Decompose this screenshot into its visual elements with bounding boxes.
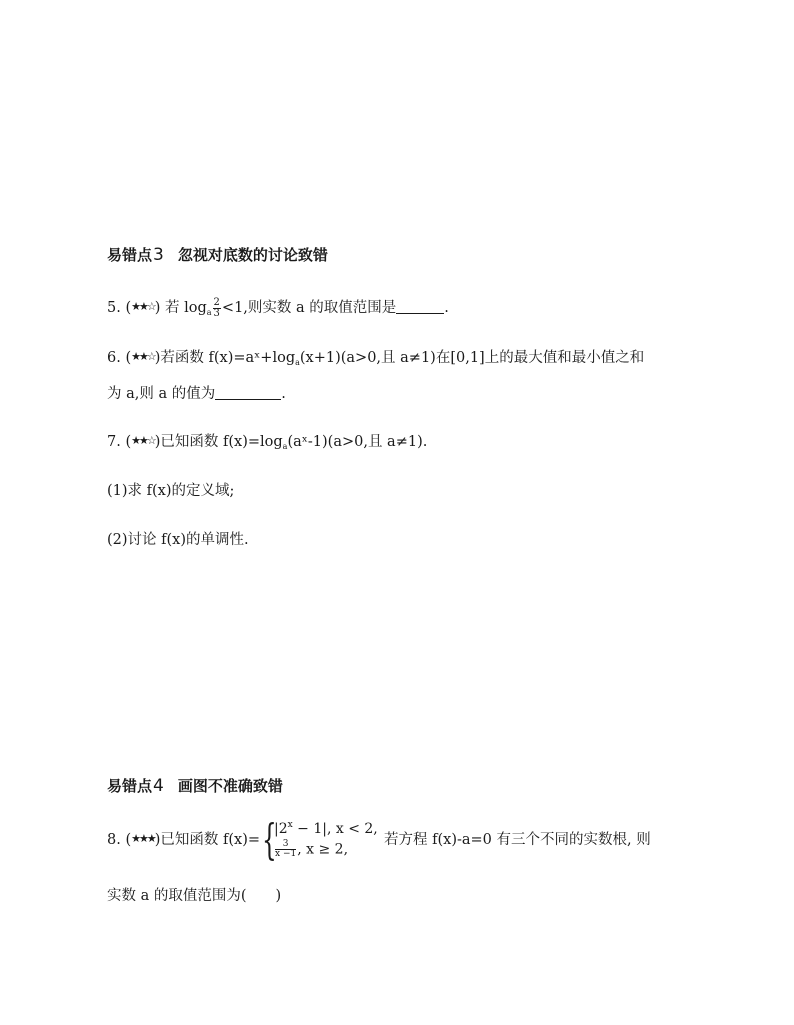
difficulty-stars: ★★☆	[131, 350, 155, 363]
answer-blank[interactable]	[215, 385, 281, 400]
answer-blank[interactable]	[396, 299, 444, 314]
question-number: 7.	[107, 434, 121, 450]
piecewise-function	[262, 815, 382, 864]
question-text: 若函数 f(x)=aˣ+log	[160, 350, 296, 366]
section-heading-3	[107, 244, 328, 265]
brace: {	[262, 815, 277, 864]
section-title: 画图不准确致错	[177, 777, 283, 795]
question-text: (x+1)(a>0,且 a≠1)在[0,1]上的最大值和最小值之和	[299, 350, 645, 366]
question-8: 8. (★★★)已知函数 f(x)= { $|2^x - 1|$, x < 2, $\frac{3}{x -1}$ , x ≥ 2, 若方程 f(x)-a=0 有三个不同的实数根, 则	[107, 815, 651, 864]
section-title: 忽视对底数的讨论致错	[177, 246, 328, 264]
question-6-line2: 为 a,则 a 的值为 .	[107, 386, 286, 402]
question-text: <1,则实数 a 的取值范围是	[221, 300, 397, 316]
section-label: 易错点	[107, 777, 153, 795]
log-base: a	[282, 442, 288, 451]
question-6: 6. (★★☆)若函数 $f(x)=aˣ+\log_a(x+1)(a>0$,且 a≠1)在[0,1]上的最大值和最小值之和	[107, 350, 645, 367]
question-text: (aˣ-1)(a>0,且 a≠1).	[287, 434, 428, 450]
question-number: 8.	[107, 832, 121, 848]
question-text: 已知函数 f(x)=	[160, 832, 261, 848]
section-heading-4	[107, 775, 283, 796]
question-5: 5. (★★☆) 若 $\log_a$ $\frac{2}{3}$ <1,则实数 a 的取值范围是 .	[107, 296, 449, 319]
difficulty-stars: ★★☆	[131, 434, 155, 447]
section-number: 3	[153, 245, 164, 265]
question-number: 5.	[107, 300, 121, 316]
case-1: $|2^x - 1|$, x < 2,	[274, 820, 378, 837]
question-number: 6.	[107, 350, 121, 366]
question-text: 已知函数 f(x)=log	[160, 434, 283, 450]
section-number: 4	[153, 776, 164, 796]
question-text: 为 a,则 a 的值为	[107, 386, 216, 402]
question-text: 若 log	[165, 300, 207, 316]
log-base: a	[295, 358, 300, 367]
question-7-part-2: (2)讨论 f(x)的单调性.	[107, 532, 249, 548]
question-8-line2: 实数 a 的取值范围为( )	[107, 888, 282, 904]
section-label: 易错点	[107, 246, 153, 264]
question-text: 若方程 f(x)-a=0 有三个不同的实数根, 则	[384, 832, 651, 848]
case-2: $\frac{3}{x -1}$ , x ≥ 2,	[275, 839, 349, 859]
difficulty-stars: ★★☆	[131, 300, 155, 313]
question-7-part-1: (1)求 f(x)的定义域;	[107, 483, 235, 499]
question-7: 7. (★★☆)已知函数 $f(x)=\log_a(aˣ-1)(a>0$,且 a≠1).	[107, 434, 428, 451]
difficulty-stars: ★★★	[131, 832, 155, 845]
log-base: a	[206, 308, 212, 317]
fraction: $\frac{2}{3}$	[213, 296, 220, 319]
